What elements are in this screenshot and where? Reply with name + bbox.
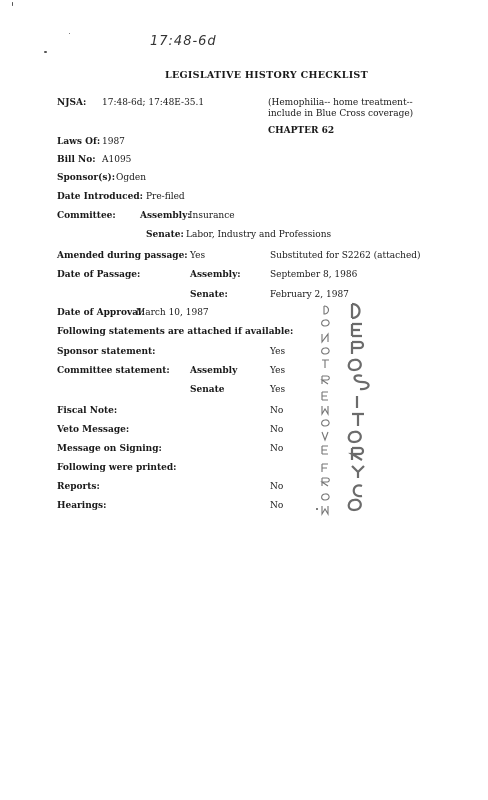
committee-label: Committee: [57,211,116,221]
sponsors-value: Ogden [116,173,147,183]
njsa-value: 17:48-6d; 17:48E-35.1 [102,98,205,108]
hearings-label: Hearings: [57,501,107,511]
scan-speck [316,508,318,510]
statements-heading: Following statements are attached if available: [57,327,294,337]
bill-no-value: A1095 [102,155,132,165]
njsa-label: NJSA: [57,98,87,108]
message-on-signing-value: No [270,444,284,454]
scan-speck [44,51,47,53]
hearings-value: No [270,501,284,511]
passage-senate-value: February 2, 1987 [270,290,349,300]
passage-label: Date of Passage: [57,270,141,280]
approval-value: March 10, 1987 [136,308,209,318]
printed-heading: Following were printed: [57,463,177,473]
njsa-description: (Hemophilia-- home treatment-- include in Blue Cross coverage) [268,98,414,119]
passage-assembly-label: Assembly: [190,270,241,280]
approval-label: Date of Approval: [57,308,145,318]
committee-assembly-value: Insurance [189,211,235,221]
veto-message-label: Veto Message: [57,425,130,435]
date-introduced-value: Pre-filed [146,192,185,202]
committee-statement-senate-value: Yes [270,385,286,395]
reports-value: No [270,482,284,492]
handwritten-note: 17:48-6d [150,34,217,49]
committee-senate-label: Senate: [146,230,184,240]
committee-statement-assembly-value: Yes [270,366,286,376]
passage-assembly-value: September 8, 1986 [270,270,358,280]
laws-of-value: 1987 [102,137,125,147]
sponsor-statement-value: Yes [270,347,286,357]
fiscal-note-label: Fiscal Note: [57,406,118,416]
amended-value: Yes [190,251,206,261]
passage-senate-label: Senate: [190,290,228,300]
veto-message-value: No [270,425,284,435]
scan-speck [12,2,13,6]
chapter-label: CHAPTER 62 [268,126,335,136]
laws-of-label: Laws Of: [57,137,101,147]
committee-statement-label: Committee statement: [57,366,170,376]
scan-speck [69,33,70,34]
reports-label: Reports: [57,482,100,492]
date-introduced-label: Date Introduced: [57,192,143,202]
document-title: LEGISLATIVE HISTORY CHECKLIST [165,70,368,81]
committee-statement-assembly-label: Assembly [190,366,238,376]
fiscal-note-value: No [270,406,284,416]
sponsor-statement-label: Sponsor statement: [57,347,156,357]
amended-note: Substituted for S2262 (attached) [270,251,421,261]
committee-assembly-label: Assembly: [140,211,191,221]
stamp-graphic [300,300,390,520]
committee-statement-senate-label: Senate [190,385,225,395]
bill-no-label: Bill No: [57,155,96,165]
sponsors-label: Sponsor(s): [57,173,116,183]
depository-stamp [300,300,390,520]
amended-label: Amended during passage: [57,251,188,261]
committee-senate-value: Labor, Industry and Professions [186,230,332,240]
message-on-signing-label: Message on Signing: [57,444,162,454]
